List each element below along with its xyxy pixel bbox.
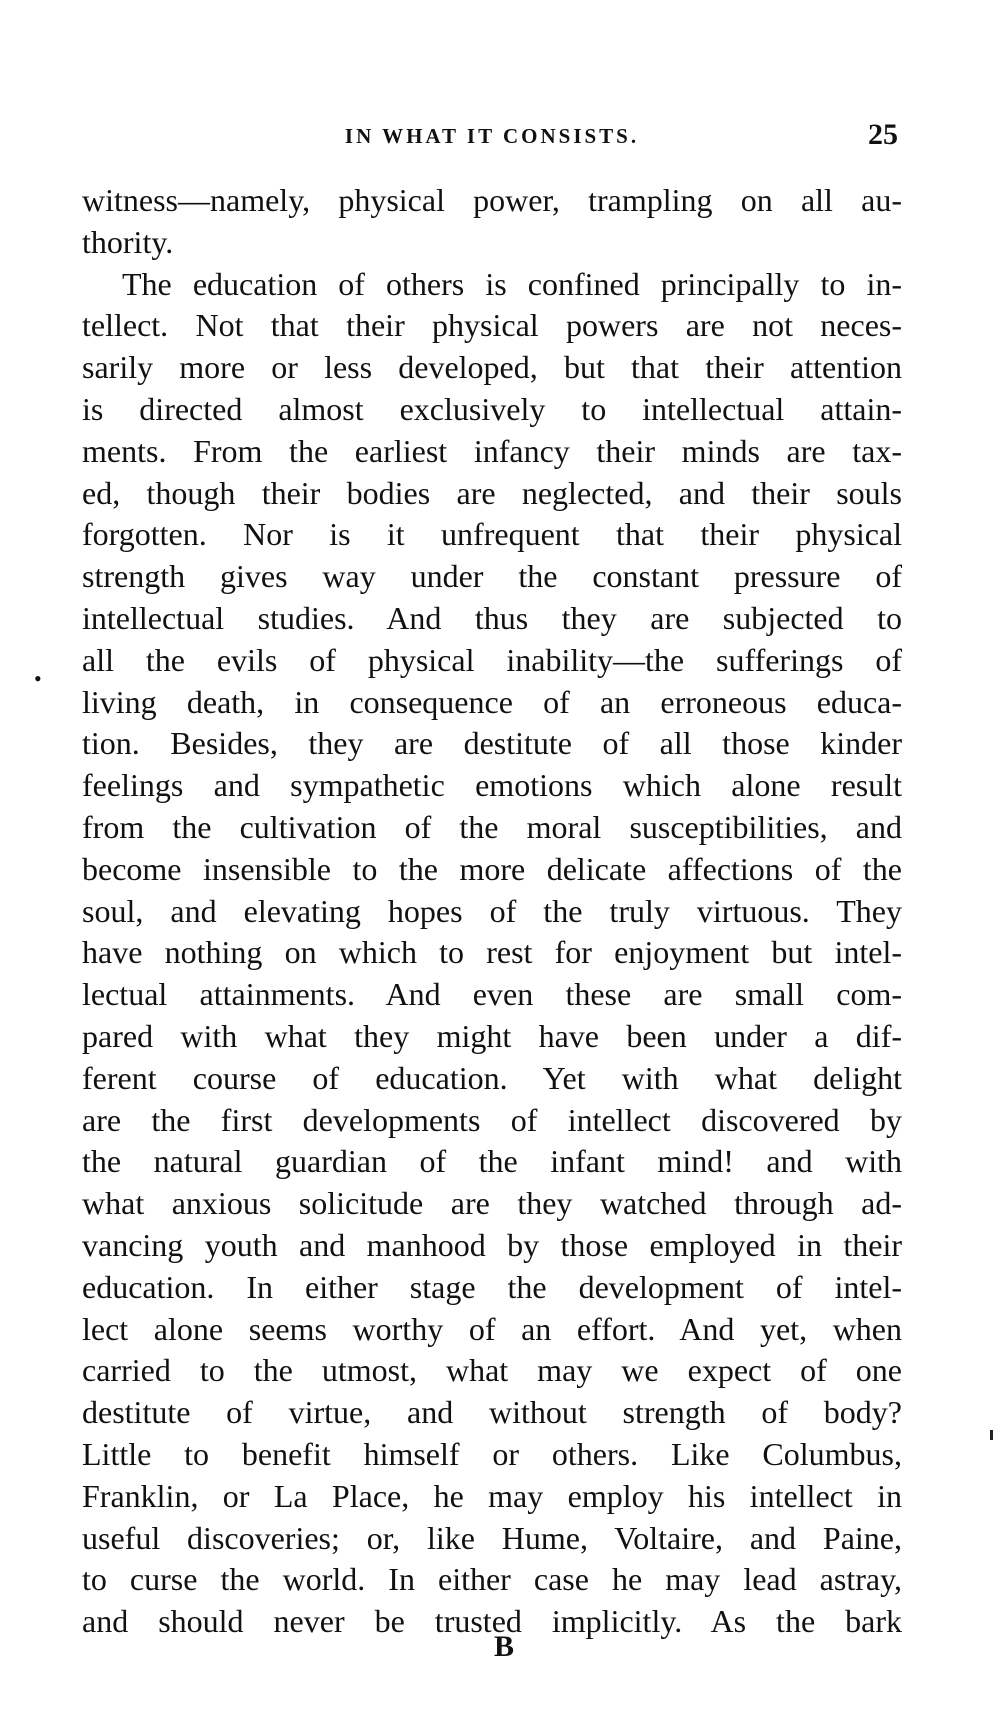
text-line: tion. Besides, they are destitute of all those kinder [82,725,902,762]
text-line: useful discoveries; or, like Hume, Voltaire, and Paine, [82,1519,902,1556]
stray-ink-mark [990,1430,993,1440]
text-line: to curse the world. In either case he may lead astray, [82,1561,902,1598]
signature-mark: B [493,1630,514,1663]
text-line: tellect. Not that their physical powers are not neces- [82,307,902,344]
text-line: strength gives way under the constant pressure of [82,558,902,595]
text-line: intellectual studies. And thus they are subjected to [82,599,902,636]
body-text [82,180,902,1643]
text-line: living death, in consequence of an erroneous educa- [82,683,902,720]
text-line: feelings and sympathetic emotions which alone result [82,767,902,804]
text-line: soul, and elevating hopes of the truly virtuous. They [82,892,902,929]
text-line: education. In either stage the development of intel- [82,1268,902,1305]
text-line: carried to the utmost, what may we expect of one [82,1352,902,1389]
text-line: and should never be trusted implicitly. As the bark [82,1603,902,1640]
text-line: sarily more or less developed, but that their attention [82,349,902,386]
text-line: forgotten. Nor is it unfrequent that their physical [82,516,902,553]
text-line: lectual attainments. And even these are small com- [82,976,902,1013]
text-line: Franklin, or La Place, he may employ his intellect in [82,1477,902,1514]
margin-mark: • [34,666,42,691]
text-line: all the evils of physical inability—the sufferings of [82,641,902,678]
page-number: 25 [868,118,898,151]
running-title: IN WHAT IT CONSISTS. [344,124,640,148]
text-line: The education of others is confined principally to in- [122,265,902,302]
text-line: ed, though their bodies are neglected, and their souls [82,474,902,511]
text-line: from the cultivation of the moral susceptibilities, and [82,808,902,845]
text-line: Little to benefit himself or others. Like Columbus, [82,1435,902,1472]
text-line: witness—namely, physical power, trampling on all au- [82,182,902,218]
text-line: the natural guardian of the infant mind! and with [82,1143,902,1180]
text-line: vancing youth and manhood by those employed in their [82,1226,902,1263]
text-line: lect alone seems worthy of an effort. And yet, when [82,1310,902,1347]
text-line: destitute of virtue, and without strength of body? [82,1394,902,1431]
text-line: thority. [82,223,174,260]
text-line: have nothing on which to rest for enjoyment but intel- [82,934,902,971]
text-line: pared with what they might have been under a dif- [82,1017,902,1054]
text-line: ments. From the earliest infancy their minds are tax- [82,432,902,469]
text-line: what anxious solicitude are they watched through ad- [82,1185,902,1222]
text-line: ferent course of education. Yet with what delight [82,1059,902,1096]
text-line: are the first developments of intellect discovered by [82,1101,902,1138]
text-line: become insensible to the more delicate affections of the [82,850,902,887]
text-line: is directed almost exclusively to intellectual attain- [82,390,902,427]
running-head [82,118,902,158]
